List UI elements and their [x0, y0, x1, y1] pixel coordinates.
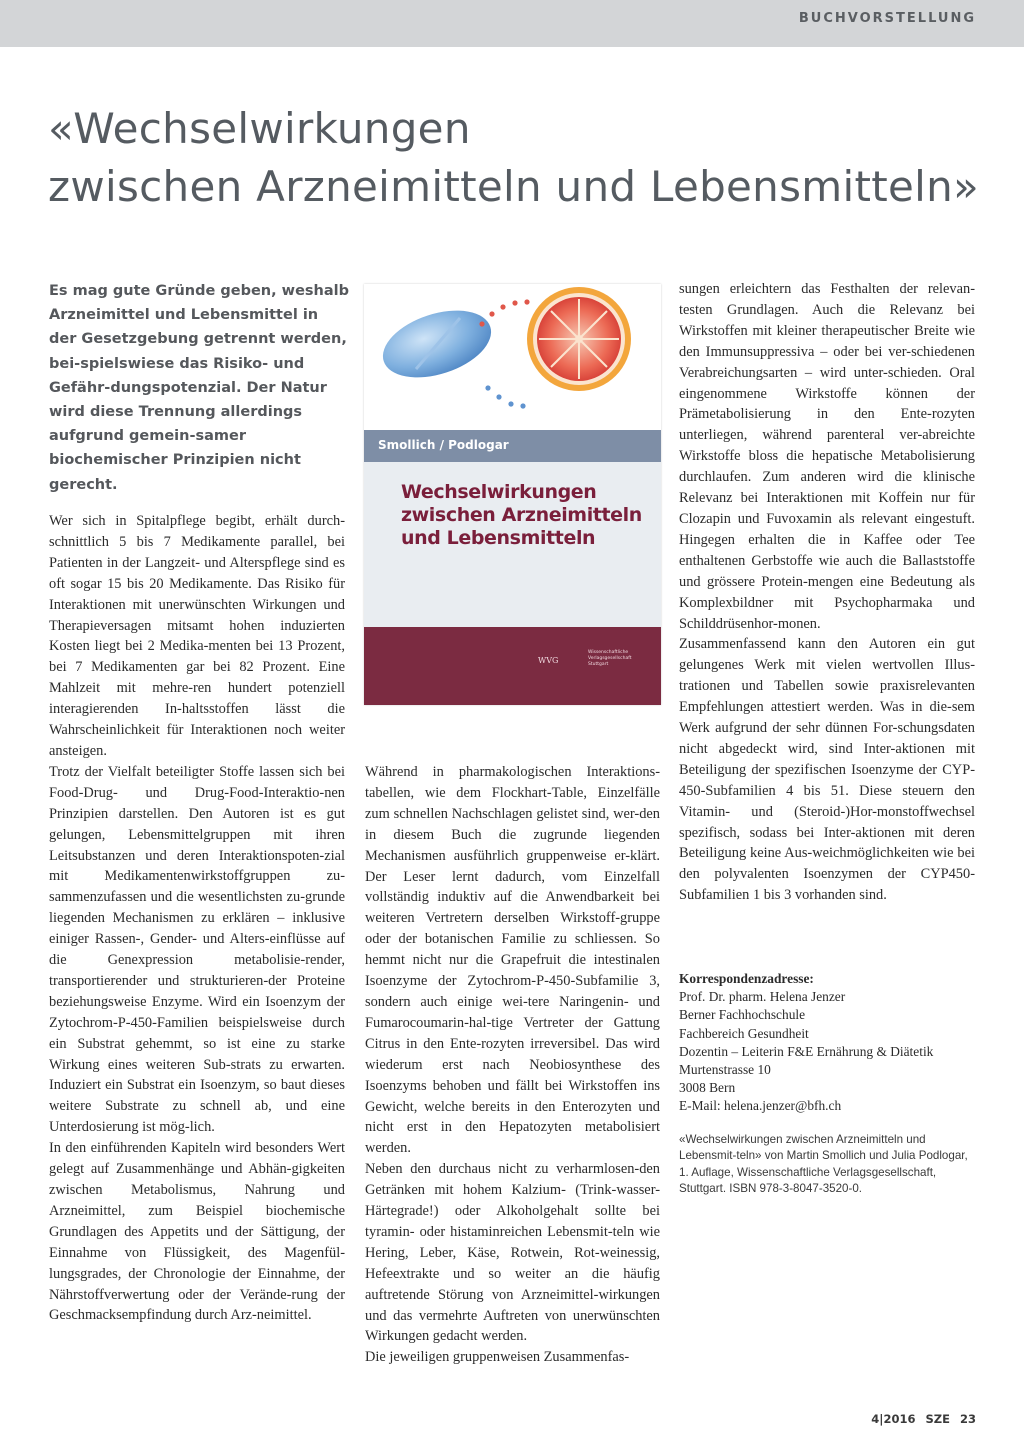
cover-title-line: Wechselwirkungen: [401, 481, 597, 503]
article-title: [48, 100, 988, 216]
paragraph: Während in pharmakologischen Interaktions-tabellen, wie dem Flockhart-Table, Einzelfälle zum schnellen Nachschlagen gelistet sind, wer-den in diesem Buch die zugrunde liegenden Mechanismen ausführlich gruppenweise er-klärt. Der Leser lernt dadurch, vom Einzelfall vollständig induktiv auf die Anwendbarkeit bei weiteren Vertretern derselben Wirkstoff-gruppe oder der botanischen Familie zu schliessen. So hemmt nicht nur die Grapefruit die intestinalen Isoenzyme der Zytochrom-P-450-Subfamilie 3, sondern auch einige wei-tere Naringenin- und Fumarocoumarin-hal-tige Vertreter der Gattung Citrus in den Ente-rozyten irreversibel. Das wird wiederum erst nach Neobiosynthese des Isoenzyms behoben und fällt bei Wirkstoffen ins Gewicht, welche bereits in den Enterozyten und nicht erst in den Hepatozyten metabolisiert werden.: [365, 764, 660, 1157]
paragraph: sungen erleichtern das Festhalten der relevan-testen Grundlagen. Auch die Relevanz bei Wirkstoffen mit kleiner therapeutischer Breite wie den Immunsuppressiva – oder bei ver-schiedenen Verabreichungsarten – wird unter-schieden. Oral eingenommene Wirkstoffe können der Prämetabolisierung in den Ente-rozyten unterliegen, während parenteral ver-abreichte Wirkstoffe bloss die hepatische Metabolisierung durchlaufen. Zum anderen wird die klinische Relevanz bei Interaktionen mit Koffein nur für Clozapin und Fuvoxamin als relevant eingestuft. Hingegen erhalten die in Kaffee oder Tee enthaltenen Gerbstoffe wie auch die Ballaststoffe und grössere Protein-mengen eine Bedeutung als Komplexbildner mit Psychopharmaka und Schilddrüsenhor-monen.: [679, 281, 975, 632]
paragraph: In den einführenden Kapiteln wird besonders Wert gelegt auf Zusammenhänge und Abhän-gigkeiten zwischen Metabolismus, Nahrung und Arzneimittel, zum Beispiel biochemische Grundlagen des Appetits und der Sättigung, der Einnahme von Flüssigkeit, des Magenfül-lungsgrades, der Chronologie der Einnahme, der Nährstoffverwertung oder der Verände-rung der Geschmacksempfindung durch Arz-neimittel.: [49, 1140, 345, 1324]
column-2: [365, 762, 660, 1368]
publisher-name: [588, 650, 654, 668]
contact-city: 3008 Bern: [679, 1080, 736, 1096]
journal-name: SZE: [925, 1412, 950, 1426]
publisher-line: Stuttgart: [588, 662, 609, 667]
cover-authors: Smollich / Podlogar: [378, 438, 509, 452]
contact-address: [679, 970, 975, 1116]
paragraph: Neben den durchaus nicht zu verharmlosen-den Getränken mit hohem Kalzium- (Trink-wasser-Härtegrade!) oder Alkoholgehalt sollte bei tyramin- oder histaminreichen Lebensmit-teln wie Hering, Leber, Käse, Rotwein, Rot-weinessig, Hefeextrakte und so weiter an die häufig auftretende Störung von Arzneimittel-wirkungen und das vermehrte Auftreten von unerwünschten Wirkungen gedacht werden.: [365, 1161, 660, 1345]
column-1: [49, 511, 345, 1326]
contact-school: Berner Fachhochschule: [679, 1007, 806, 1023]
contact-role: Dozentin – Leiterin F&E Ernährung & Diätetik: [679, 1043, 934, 1059]
contact-heading: Korrespondenzadresse:: [679, 971, 814, 986]
publisher-line: Wissenschaftliche: [588, 650, 629, 655]
issue-number: 4|2016: [871, 1412, 916, 1426]
paragraph: Die jeweiligen gruppenweisen Zusammenfas-: [365, 1349, 630, 1366]
page-number: 23: [959, 1412, 976, 1426]
book-reference: «Wechselwirkungen zwischen Arzneimitteln und Lebensmit-teln» von Martin Smollich und Julia Podlogar, 1. Auflage, Wissenschaftliche Verlagsgesellschaft, Stuttgart. ISBN 978-3-8047-3520-0.: [679, 1133, 968, 1196]
cover-title: [401, 481, 651, 550]
grapefruit-icon: [527, 287, 631, 391]
page-footer: [865, 1412, 976, 1426]
pill-icon: [374, 298, 499, 390]
paragraph: Wer sich in Spitalpflege begibt, erhält durch-schnittlich 5 bis 7 Medikamente parallel, bei Patienten in der Langzeit- und Alterspflege sind es oft sogar 15 bis 20 Medikamente. Das Risiko für Interaktionen mit unerwünschten Wirkungen und Therapieversagen mitsamt hohen induzierten Kosten liegt bei 2 Medika-menten bei 13 Prozent, bei 7 Medikamenten gar bei 82 Prozent. Eine Mahlzeit mit mehre-ren hundert potenziell interagierenden In-haltsstoffen lässt die Wahrscheinlichkeit für Interaktionen noch weiter ansteigen.: [49, 513, 345, 759]
contact-email[interactable]: E-Mail: helena.jenzer@bfh.ch: [679, 1098, 842, 1114]
title-line-2: zwischen Arzneimitteln und Lebensmitteln»: [48, 162, 980, 211]
dots-arc-icon: [479, 299, 529, 408]
column-3: [679, 279, 975, 906]
publisher-line: Verlagsgesellschaft: [588, 656, 632, 661]
publisher-logo: WVG: [538, 656, 559, 665]
section-label: BUCHVORSTELLUNG: [798, 11, 976, 26]
lead-paragraph: Es mag gute Gründe geben, weshalb Arzneimittel und Lebensmittel in der Gesetzgebung getrennt werden, bei-spielswiese das Risiko- und Gefähr-dungspotenzial. Der Natur wird diese Trennung allerdings aufgrund gemein-samer biochemischer Prinzipien nicht gerecht.: [49, 283, 350, 493]
book-cover: [364, 284, 661, 705]
header-bar: [0, 0, 1024, 47]
cover-title-line: und Lebensmitteln: [401, 527, 596, 549]
title-line-1: «Wechselwirkungen: [48, 104, 471, 153]
contact-name: Prof. Dr. pharm. Helena Jenzer: [679, 989, 846, 1005]
paragraph: Zusammenfassend kann den Autoren ein gut gelungenes Werk mit vielen wertvollen Illus-trationen und Tabellen sowie praxisrelevanten Empfehlungen attestiert werden. Was in die-sem Werk aufgrund der sehr dünnen For-schungsdaten nicht abgedeckt wird, sind Inter-aktionen mit Beteiligung der spezifischen Isoenzyme der CYP-450-Subfamilien 4 bis 51. Diese steuern den Vitamin- und (Steroid-)Hor-monstoffwechsel spezifisch, sodass bei Inter-aktionen mit deren Beteiligung keine Aus-weichmöglichkeiten wie bei den polyvalenten Isoenzymen der CYP450-Subfamilien 1 bis 3 vorhanden sind.: [679, 636, 975, 904]
paragraph: Trotz der Vielfalt beteiligter Stoffe lassen sich bei Food-Drug- und Drug-Food-Interaktio-nen Prinzipien darstellen. Den Autoren ist es gut gelungen, Lebensmittelgruppen mit ihren Leitsubstanzen und deren Interaktionspoten-zial mit Medikamentenwirkstoffgruppen zu-sammenzufassen und die wesentlichsten zu-grunde liegenden Mechanismen zu erklären – inklusive einiger Rassen-, Gender- und Alters-einflüsse auf die Genexpression metabolisie-render, transportierender und strukturieren-der Proteine beziehungsweise Enzyme. Wird ein Isoenzym der Zytochrom-P-450-Familien beispielsweise durch ein Substrat gehemmt, so ist eine zu starke Wirkung eines weiteren Sub-strats zu erwarten. Induziert ein Substrat ein Isoenzym, so baut dieses weitere Substrate zu schnell ab, und eine Unterdosierung ist mög-lich.: [49, 763, 345, 1136]
contact-street: Murtenstrasse 10: [679, 1062, 771, 1078]
cover-illustration: [364, 284, 661, 430]
cover-title-line: zwischen Arzneimitteln: [401, 504, 642, 526]
contact-department: Fachbereich Gesundheit: [679, 1025, 809, 1041]
